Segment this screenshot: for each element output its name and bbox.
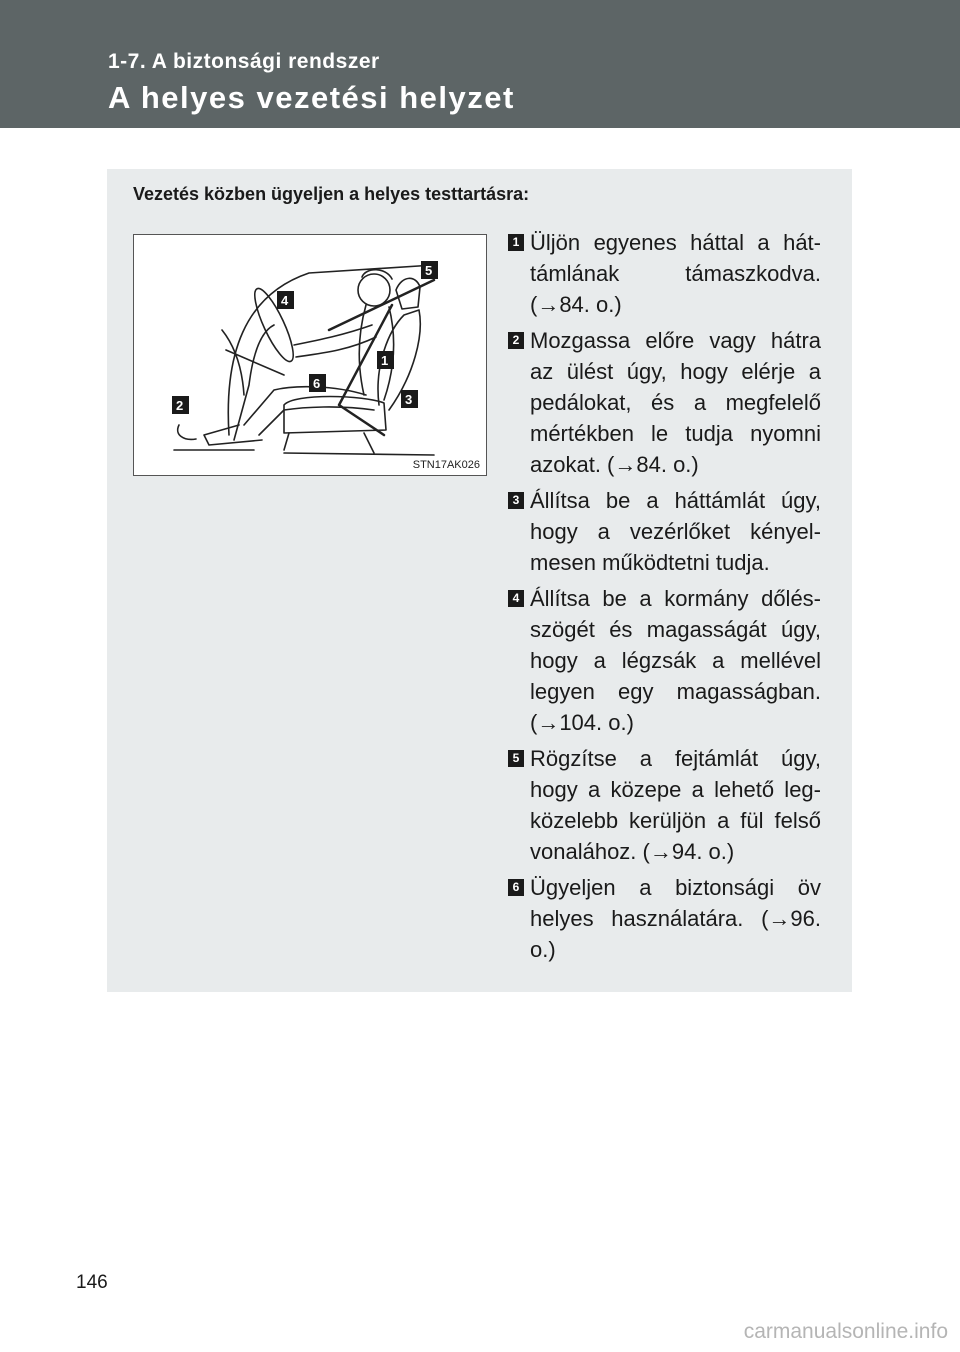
item-number-badge: 2 — [508, 332, 524, 349]
driving-position-illustration — [133, 234, 487, 476]
item-text: Mozgassa előre vagy hátra az ülést úgy, hogy elérje a pedálokat, és a megfelelő mértékben le tudja nyomni azokat. (→84. o.) — [530, 328, 821, 477]
item-text: Rögzítse a fejtámlát úgy, hogy a közepe a lehető leg-közelebb kerüljön a fül felső vonalához. (→94. o.) — [530, 746, 821, 864]
section-label: 1-7. A biztonsági rendszer — [108, 50, 380, 73]
chapter-header — [0, 0, 960, 128]
list-item — [508, 872, 821, 965]
item-text: Ügyeljen a biztonsági öv helyes használatára. (→96. o.) — [530, 875, 821, 962]
figure-marker-1 — [377, 351, 394, 369]
watermark: carmanualsonline.info — [743, 1320, 948, 1343]
item-number-badge: 3 — [508, 492, 524, 509]
item-number-badge: 5 — [508, 750, 524, 767]
item-text: Állítsa be a kormány dőlés-szögét és magasságát úgy, hogy a légzsák a mellével legyen egy magasságban. (→104. o.) — [530, 586, 821, 735]
figure-marker-6 — [309, 374, 326, 392]
figure-marker-3 — [401, 390, 418, 408]
list-item — [508, 325, 821, 480]
svg-text:5: 5 — [425, 263, 433, 278]
svg-text:3: 3 — [405, 392, 413, 407]
list-item — [508, 485, 821, 578]
item-number-badge: 4 — [508, 590, 524, 607]
list-item — [508, 583, 821, 738]
intro-text: Vezetés közben ügyeljen a helyes testtartásra: — [133, 184, 530, 204]
item-text: Állítsa be a háttámlát úgy, hogy a vezérlőket kényel-mesen működtetni tudja. — [530, 488, 821, 575]
item-number-badge: 1 — [508, 234, 524, 251]
item-text: Üljön egyenes háttal a hát-támlának támaszkodva. (→84. o.) — [530, 230, 821, 317]
svg-text:2: 2 — [176, 398, 184, 413]
figure-marker-2 — [172, 396, 189, 414]
instruction-list — [508, 227, 821, 970]
item-number-badge: 6 — [508, 879, 524, 896]
list-item — [508, 227, 821, 320]
driver-seat-drawing — [134, 235, 486, 475]
page-title: A helyes vezetési helyzet — [108, 80, 515, 115]
page-number: 146 — [76, 1272, 108, 1293]
svg-text:4: 4 — [281, 293, 289, 308]
figure-code: STN17AK026 — [412, 459, 480, 471]
figure-marker-5 — [421, 261, 438, 279]
list-item — [508, 743, 821, 867]
svg-text:1: 1 — [381, 353, 389, 368]
figure-marker-4 — [277, 291, 294, 309]
svg-text:6: 6 — [313, 376, 321, 391]
